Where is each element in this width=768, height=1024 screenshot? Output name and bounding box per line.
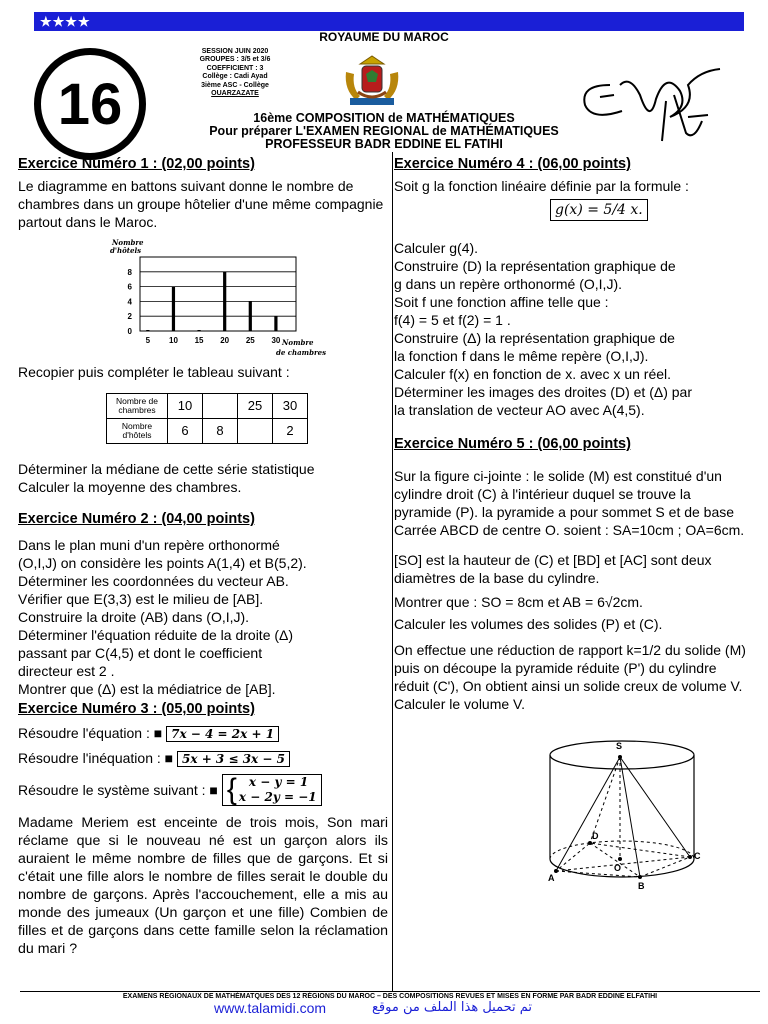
exercise-2-line: Dans le plan muni d'un repère orthonormé	[18, 537, 280, 553]
bar	[249, 301, 252, 331]
x-tick-label: 25	[245, 336, 255, 345]
formula-box: g(x) = 5/4 x.	[550, 199, 648, 221]
exam-heading	[0, 112, 768, 151]
class-line: 3ième ASC - Collège	[201, 81, 269, 89]
table-header-hotels: Nombre d'hôtels	[107, 419, 168, 444]
recopier-instruction: Recopier puis compléter le tableau suivant :	[18, 364, 290, 380]
point-o	[618, 857, 622, 861]
system-eq-2: x − 2y = −1	[238, 790, 317, 804]
label-s: S	[616, 741, 623, 751]
y-tick-label: 6	[127, 282, 132, 292]
table-cell: 30	[273, 394, 308, 419]
exercise-4-line: g dans un repère orthonormé (O,I,J).	[394, 276, 622, 292]
system-label: Résoudre le système suivant : ■	[18, 782, 218, 798]
y-tick-label: 2	[127, 312, 132, 322]
exercise-3-title: Exercice Numéro 3 : (05,00 points)	[18, 701, 255, 717]
exercise-1-q2: Calculer la moyenne des chambres.	[18, 479, 242, 495]
exercise-4-body	[394, 239, 748, 419]
exercise-4-line: f(4) = 5 et f(2) = 1 .	[394, 312, 511, 328]
system-box	[222, 774, 322, 806]
right-column	[394, 155, 748, 895]
x-tick-label: 20	[220, 336, 230, 345]
exercise-4-line: Déterminer les images des droites (D) et (Δ) par	[394, 384, 692, 400]
heading-line: 16ème COMPOSITION de MATHÉMATIQUES	[253, 111, 515, 125]
exercise-2-line: passant par C(4,5) et dont le coefficient	[18, 645, 263, 661]
bar	[197, 330, 200, 331]
stars-rating: ★★★★	[40, 14, 91, 29]
exercise-5-title: Exercice Numéro 5 : (06,00 points)	[394, 436, 631, 452]
chart-ylabel-1: Nombre	[112, 238, 144, 247]
exercise-2-line: Déterminer l'équation réduite de la droite (Δ)	[18, 627, 294, 643]
exercise-4-line: Construire (Δ) la représentation graphique de	[394, 330, 675, 346]
cylinder-pyramid-figure	[522, 735, 722, 895]
table-cell: 25	[238, 394, 273, 419]
inequation-row	[18, 749, 388, 768]
system-row	[18, 774, 388, 806]
label-d: D	[592, 831, 599, 841]
equation-label: Résoudre l'équation : ■	[18, 725, 163, 741]
x-tick-label: 10	[169, 336, 178, 345]
inequation-label: Résoudre l'inéquation : ■	[18, 750, 174, 766]
y-tick-label: 4	[127, 297, 132, 307]
y-tick-label: 8	[127, 267, 132, 277]
x-tick-label: 15	[194, 336, 204, 345]
composition-number: 16	[34, 48, 146, 160]
table-cell: 6	[168, 419, 203, 444]
exercise-4-line: Calculer g(4).	[394, 240, 479, 256]
exercise-3-problem: Madame Meriem est enceinte de trois mois, Son mari réclame que si le nouveau né est un garçon alors ils auraient le même nombre de filles que de garçons. Et si c'était une fille alors le nombre de filles serait le double du nombre de garçons. Après l'accouchement, elle a mis au monde des jumeaux (Un garçon et une fille) Combien de filles et de garçons dans cette famille selon la réclamation du mari ?	[18, 815, 388, 957]
exercise-2-body	[18, 536, 388, 698]
bar	[223, 272, 226, 331]
exercise-2-line: directeur est 2 .	[18, 663, 115, 679]
table-cell	[238, 419, 273, 444]
x-tick-label: 30	[271, 336, 281, 345]
equation-row	[18, 724, 388, 743]
exercise-5-p5: On effectue une réduction de rapport k=1/2 du solide (M) puis on découpe la pyramide réduite (P') du cylindre réduit (C'), On obtient ainsi un solide creux de volume V.	[394, 642, 746, 694]
chart-xlabel-1: Nombre	[282, 338, 314, 347]
exercise-4-title: Exercice Numéro 4 : (06,00 points)	[394, 156, 631, 172]
label-c: C	[694, 851, 701, 861]
exercise-5-p3: Montrer que : SO = 8cm et AB = 6√2cm.	[394, 594, 643, 610]
exercise-2-title: Exercice Numéro 2 : (04,00 points)	[18, 511, 255, 527]
session-line: SESSION JUIN 2020	[201, 48, 269, 55]
chart-yticks	[128, 268, 133, 336]
exercise-1-text: Le diagramme en battons suivant donne le nombre de chambres dans un groupe hôtelier d'une même compagnie partout dans le Maroc.	[18, 178, 384, 230]
inequation-box: 5x + 3 ≤ 3x − 5	[177, 751, 290, 767]
exercise-1-q1: Déterminer la médiane de cette série statistique	[18, 461, 315, 477]
exercise-2-line: Vérifier que E(3,3) est le milieu de [AB].	[18, 591, 264, 607]
chart-xlabel-2: de chambres	[276, 348, 327, 357]
exercise-4-intro: Soit g la fonction linéaire définie par la formule :	[394, 178, 689, 194]
system-brace: {	[226, 773, 237, 806]
y-tick-label: 0	[127, 327, 132, 336]
label-o: O	[614, 863, 622, 873]
exercise-1-title: Exercice Numéro 1 : (02,00 points)	[18, 156, 255, 172]
exercise-2-line: Montrer que (Δ) est la médiatrice de [AB].	[18, 681, 276, 697]
exercise-4-line: la translation de vecteur AO avec A(4,5).	[394, 402, 645, 418]
label-a: A	[548, 873, 555, 883]
groups-line: GROUPES : 3/5 et 3/6	[199, 56, 271, 64]
table-cell: 10	[168, 394, 203, 419]
chart-ylabel-2: d'hôtels	[110, 246, 142, 255]
table-header-chambres: Nombre de chambres	[107, 394, 168, 419]
exercise-4-line: la fonction f dans le même repère (O,I,J).	[394, 348, 649, 364]
session-info	[150, 48, 320, 98]
exercise-5-p6: Calculer le volume V.	[394, 696, 525, 712]
point-d	[588, 841, 592, 845]
top-banner	[34, 12, 744, 31]
chart-grid	[140, 257, 296, 331]
moroccan-crest-icon	[340, 52, 404, 112]
system-eq-1: x − y = 1	[248, 775, 309, 789]
bar	[172, 287, 175, 331]
exercise-2-line: Déterminer les coordonnées du vecteur AB.	[18, 573, 289, 589]
table-row	[107, 419, 308, 444]
coefficient-line: COEFFICIENT : 3	[206, 64, 264, 72]
exercise-4-line: Soit f une fonction affine telle que :	[394, 294, 609, 310]
point-b	[638, 875, 642, 879]
footer-divider	[20, 991, 760, 992]
arabic-download-note: تم تحميل هذا الملف من موقع	[372, 1000, 533, 1015]
table-row	[107, 394, 308, 419]
city-line: OUARZAZATE	[211, 90, 259, 98]
footer-text: EXAMENS RÉGIONAUX DE MATHÉMATQUES DES 12 RÉGIONS DU MAROC – DES COMPOSITIONS REVUES ET MISES EN FORME PAR BADR EDDINE ELFATIHI	[122, 993, 658, 1000]
website-link[interactable]: www.talamidi.com	[214, 1000, 327, 1016]
point-a	[554, 869, 558, 873]
bar-chart	[96, 235, 396, 363]
frequency-table	[106, 393, 308, 444]
exercise-5-p4: Calculer les volumes des solides (P) et (C).	[394, 616, 663, 632]
exercise-2-line: (O,I,J) on considère les points A(1,4) et B(5,2).	[18, 555, 307, 571]
college-line: Collège : Cadi Ayad	[202, 73, 268, 81]
exercise-4-line: Construire (D) la représentation graphique de	[394, 258, 676, 274]
point-s	[618, 755, 622, 759]
kingdom-title: ROYAUME DU MAROC	[319, 30, 449, 44]
bar	[146, 330, 149, 331]
exercise-5-p1: Sur la figure ci-jointe : le solide (M) est constitué d'un cylindre droit (C) à l'intérieur duquel se trouve la pyramide (P). la pyramide a pour sommet S et de base Carrée ABCD de centre O. soient : SA=10cm ; OA=6cm.	[394, 468, 745, 538]
exercise-4-line: Calculer f(x) en fonction de x. avec x un réel.	[394, 366, 672, 382]
equation-box: 7x − 4 = 2x + 1	[166, 726, 279, 742]
heading-line: PROFESSEUR BADR EDDINE EL FATIHI	[265, 137, 503, 151]
x-tick-label: 5	[145, 336, 151, 345]
heading-line: Pour préparer L'EXAMEN REGIONAL de MATHÉMATIQUES	[209, 124, 559, 138]
point-c	[688, 855, 692, 859]
chart-xticks	[146, 336, 281, 345]
table-cell	[203, 394, 238, 419]
bar	[274, 316, 277, 331]
chart-frame	[140, 257, 296, 331]
table-cell: 2	[273, 419, 308, 444]
left-column	[18, 155, 388, 958]
exercise-2-line: Construire la droite (AB) dans (O,I,J).	[18, 609, 250, 625]
exercise-5-p2: [SO] est la hauteur de (C) et [BD] et [AC] sont deux diamètres de la base du cylindre.	[394, 552, 712, 586]
table-cell: 8	[203, 419, 238, 444]
label-b: B	[638, 881, 645, 891]
